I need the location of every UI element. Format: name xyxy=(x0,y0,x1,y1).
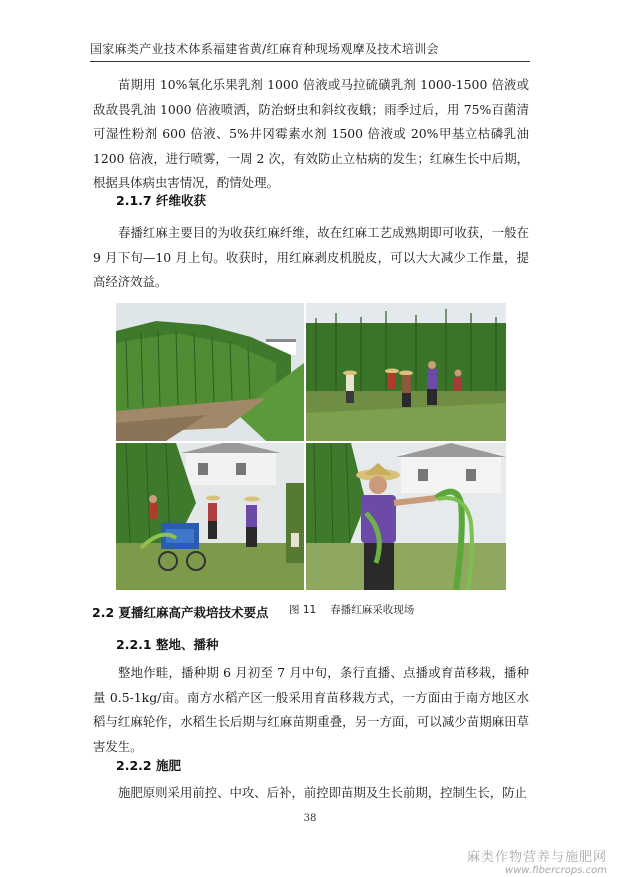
section-2-2-1-paragraph: 整地作畦，播种期 6 月初至 7 月中旬，条行直播、点播或育苗移栽，播种量 0.5-1kg/亩。南方水稻产区一般采用育苗移栽方式，一方面由于南方地区水稻与红麻轮作，水稻生长后期与红麻苗期重叠，另一方面，可以减少苗期麻田草害发生。 xyxy=(93,665,529,754)
section-2-1-7-heading: 2.1.7 纤维收获 xyxy=(116,193,206,208)
photo-fiber-stripping xyxy=(306,443,506,590)
section-2-2-2-paragraph: 施肥原则采用前控、中攻、后补，前控即苗期及生长前期，控制生长，防止 xyxy=(118,785,527,800)
figure-number: 图 11 xyxy=(289,604,317,616)
running-header: 国家麻类产业技术体系福建省黄/红麻育种现场观摩及技术培训会 xyxy=(90,40,530,62)
watermark-title: 麻类作物营养与施肥网 xyxy=(466,850,607,865)
section-2-2-2-heading: 2.2.2 施肥 xyxy=(116,758,181,773)
section-2-1-7-paragraph: 春播红麻主要目的为收获红麻纤维，故在红麻工艺成熟期即可收获，一般在 9 月下旬—10 月上旬。收获时，用红麻剥皮机脱皮，可以大大减少工作量，提高经济效益。 xyxy=(93,225,529,289)
section-2-2-heading: 2.2 夏播红麻高产栽培技术要点 xyxy=(92,605,269,620)
photo-farmers-harvest xyxy=(306,303,506,441)
photo-kenaf-field xyxy=(116,303,304,441)
figure-caption-text: 春播红麻采收现场 xyxy=(330,604,415,616)
page-number: 38 xyxy=(303,813,317,824)
harvest-photo-collage xyxy=(116,303,506,590)
figure-caption xyxy=(289,602,414,617)
watermark-url: www.fibercrops.com xyxy=(505,865,607,876)
section-2-2-1-heading: 2.2.1 整地、播种 xyxy=(116,637,219,652)
intro-paragraph: 苗期用 10%氧化乐果乳剂 1000 倍液或马拉硫磺乳剂 1000-1500 倍液或敌敌畏乳油 1000 倍液喷洒，防治蚜虫和斜纹夜蛾；雨季过后，用 75%百菌清可湿性粉剂 600 倍液、5%井冈霉素水剂 1500 倍液或 20%甲基立枯磷乳油 1200 倍液，进行喷雾，一周 2 次，有效防止立枯病的发生；红麻生长中后期，根据具体病虫害情况，酌情处理。 xyxy=(93,77,529,190)
site-watermark xyxy=(467,846,607,876)
photo-stripping-machine xyxy=(116,443,304,590)
